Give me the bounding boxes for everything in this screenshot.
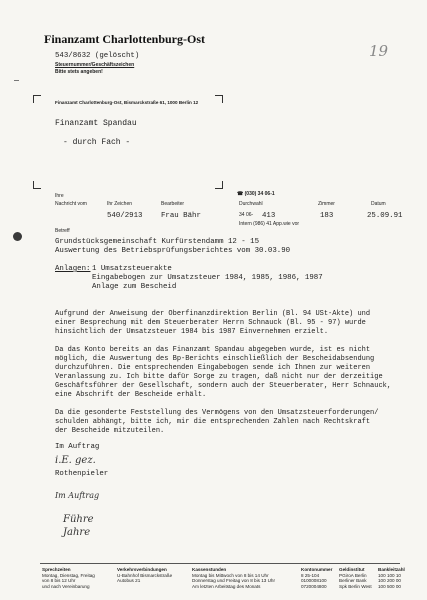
paragraph-3-line-1: Da die gesonderte Feststellung des Vermögens von den Umsatzsteuerforderungen/: [55, 409, 379, 417]
footer-blz-line: 100 100 10: [378, 572, 401, 578]
label-phone: ☎ (030) 34 06-1: [237, 191, 275, 197]
window-corner-tl: [33, 95, 41, 103]
paragraph-2-line-3: durchzuführen. Die entsprechenden Eingabebogen sende ich Ihnen zur weiteren: [55, 364, 371, 372]
footer-kassenstunden-line: Donnerstag und Freitag von 8 bis 13 Uhr: [192, 578, 275, 584]
footer-kassenstunden: [192, 567, 275, 589]
window-corner-br: [215, 181, 223, 189]
paragraph-2-line-2: möglich, die Auswertung des Bp-Berichts einschließlich der Bescheidabsendung: [55, 355, 375, 363]
footer-sprechzeiten: [42, 567, 95, 589]
footer-divider: [40, 563, 400, 564]
paragraph-2-line-4: Veranlassung zu. Ich bitte dafür Sorge zu tragen, daß nicht nur der derzeitige: [55, 373, 383, 381]
signature-name: Rothenpieler: [55, 470, 109, 478]
attachment-line-3: Anlage zum Bescheid: [92, 283, 177, 291]
footer-verkehr-line: U-Bahnhof Bismarckstraße: [117, 572, 173, 578]
label-nachricht-vom: Nachricht vom: [55, 201, 87, 207]
recipient-name: Finanzamt Spandau: [55, 119, 137, 128]
footer-geldinstitut-line: Berliner Bank: [339, 578, 367, 584]
footer-sprechzeiten-line: Montag, Dienstag, Freitag: [42, 572, 95, 578]
tax-number-hint: Bitte stets angeben!: [55, 69, 103, 75]
attachment-line-2: Eingabebogen zur Umsatzsteuer 1984, 1985, 1986, 1987: [92, 274, 323, 282]
tax-number: 543/8632 (gelöscht): [55, 52, 140, 60]
footer-konto-line: 8 25-104: [301, 572, 320, 578]
window-corner-bl: [33, 181, 41, 189]
footer-blz-title: Bankleitzahl: [378, 567, 405, 572]
paragraph-2-line-1: Da das Konto bereits an das Finanzamt Spandau abgegeben wurde, ist es nicht: [55, 346, 371, 354]
value-ihr-zeichen: 540/2913: [107, 212, 143, 220]
paragraph-1-line-3: hinsichtlich der Umsatzsteuer 1984 bis 1987 Einvernehmen erzielt.: [55, 328, 329, 336]
subject-line-1: Grundstücksgemeinschaft Kurfürstendamm 12 - 15: [55, 238, 260, 246]
label-zimmer: Zimmer: [318, 201, 335, 207]
betreff-label: Betreff: [55, 228, 70, 234]
paragraph-1-line-2: einer Besprechung mit dem Steuerberater Herrn Schnauck (Bl. 95 - 97) wurde: [55, 319, 366, 327]
signature-initials: i.E. gez.: [55, 455, 96, 466]
paragraph-2-line-5: Geschäftsführer der Gesellschaft, sondern auch der Steuerberater, Herr Schnauck,: [55, 382, 392, 390]
value-datum: 25.09.91: [367, 212, 403, 220]
recipient-delivery: - durch Fach -: [63, 138, 131, 147]
footer-geldinstitut-line: PGiroA Berlin: [339, 572, 367, 578]
label-datum: Datum: [371, 201, 386, 207]
footer-kassenstunden-line: Montag bis Mittwoch von 8 bis 14 Uhr: [192, 572, 269, 578]
paragraph-2-line-6: eine Abschrift der Bescheide erhält.: [55, 391, 207, 399]
label-ihre: Ihre: [55, 193, 64, 199]
paragraph-3-line-2: schulden abhängt, bitte ich, mir die entsprechenden Zahlen nach Rechtskraft: [55, 418, 371, 426]
footer-kassenstunden-title: Kassenstunden: [192, 567, 227, 572]
footer-konto-title: Kontonummer: [301, 567, 333, 572]
footer-sprechzeiten-title: Sprechzeiten: [42, 567, 71, 572]
value-zimmer: 183: [320, 212, 334, 220]
paragraph-3-line-3: der Bescheide mitzuteilen.: [55, 427, 165, 435]
footer-sprechzeiten-line: von 8 bis 12 Uhr: [42, 578, 76, 584]
handwritten-mark: 19: [369, 42, 389, 60]
footer-blz-line: 100 500 00: [378, 583, 401, 589]
handwritten-signature-1: Führe: [63, 514, 94, 525]
closing-im-auftrag: Im Auftrag: [55, 443, 100, 451]
punch-hole: [13, 232, 22, 241]
handwritten-signature-2: Jahre: [63, 527, 91, 538]
footer-geldinstitut-line: Spk Berlin West: [339, 583, 372, 589]
handwritten-im-auftrag: Im Auftrag: [55, 491, 100, 500]
sender-line: Finanzamt Charlottenburg-Ost, Bismarckstraße 61, 1000 Berlin 12: [55, 100, 199, 105]
tax-number-caption: Steuernummer/Geschäftszeichen: [55, 62, 135, 68]
window-corner-tr: [215, 95, 223, 103]
label-bearbeiter: Bearbeiter: [161, 201, 185, 207]
fold-mark: [14, 80, 19, 81]
footer-geldinstitut: [339, 567, 372, 589]
footer-verkehr: [117, 567, 172, 584]
subject-line-2: Auswertung des Betriebsprüfungsberichtes vom 30.03.90: [55, 247, 291, 255]
label-ihr-zeichen: Ihr Zeichen: [107, 201, 133, 207]
paragraph-1-line-1: Aufgrund der Anweisung der Oberfinanzdirektion Berlin (Bl. 94 USt-Akte) und: [55, 310, 371, 318]
footer-konto: [301, 567, 332, 589]
footer-sprechzeiten-line: und nach Vereinbarung: [42, 583, 90, 589]
value-intern: Intern (986) 41 App.wie vor: [239, 221, 300, 227]
label-durchwahl: Durchwahl: [239, 201, 263, 207]
value-durchwahl-prefix: 34 06-: [239, 212, 254, 218]
value-bearbeiter: Frau Bähr: [161, 212, 201, 220]
attachment-line-1: 1 Umsatzsteuerakte: [92, 265, 172, 273]
footer-blz-line: 100 200 00: [378, 578, 401, 584]
footer-geldinstitut-title: Geldinstitut: [339, 567, 365, 572]
footer-konto-line: 0720004800: [301, 583, 327, 589]
footer-blz: [378, 567, 405, 589]
office-name: Finanzamt Charlottenburg-Ost: [44, 32, 205, 46]
footer-verkehr-line: Autobus 21: [117, 578, 141, 584]
footer-kassenstunden-line: Am letzten Arbeitstag des Monats: [192, 583, 261, 589]
footer-verkehr-title: Verkehrsverbindungen: [117, 567, 167, 572]
footer-konto-line: 0100008100: [301, 578, 327, 584]
attachments-label: Anlagen:: [55, 265, 91, 273]
value-durchwahl: 413: [262, 212, 276, 220]
